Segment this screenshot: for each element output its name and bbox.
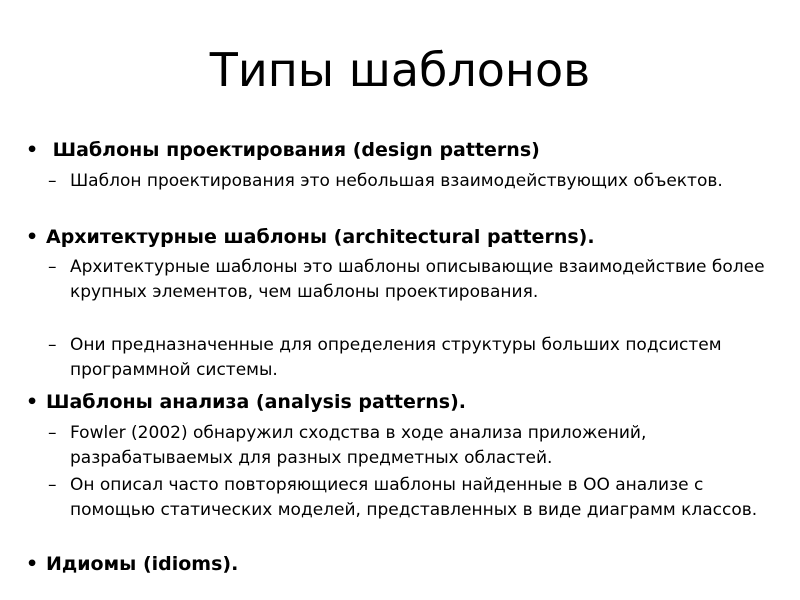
bullet-mark: • (26, 391, 39, 413)
subitem-analysis-patterns-1 (48, 421, 778, 471)
bullet-architectural-patterns (26, 224, 766, 250)
bullet-label: Шаблоны проектирования (design patterns) (46, 139, 540, 161)
subitem-text: Шаблон проектирования это небольшая взаимодействующих объектов. (70, 171, 723, 191)
subitem-text: Они предназначенные для определения структуры больших подсистем программной системы. (70, 335, 722, 380)
bullet-analysis-patterns (26, 389, 766, 415)
subitem-text: Fowler (2002) обнаружил сходства в ходе анализа приложений, разрабатываемых для разных предметных областей. (70, 423, 647, 468)
bullet-idioms (26, 551, 766, 577)
dash-mark: – (48, 475, 57, 495)
bullet-label: Идиомы (idioms). (46, 553, 239, 575)
dash-mark: – (48, 257, 57, 277)
subitem-text: Он описал часто повторяющиеся шаблоны найденные в ОО анализе с помощью статических моделей, представленных в виде диаграмм классов. (70, 475, 758, 520)
slide-title: Типы шаблонов (209, 43, 591, 97)
bullet-mark: • (26, 553, 39, 575)
bullet-mark: • (26, 139, 39, 161)
dash-mark: – (48, 171, 57, 191)
dash-mark: – (48, 335, 57, 355)
bullet-design-patterns (26, 137, 766, 163)
subitem-architectural-patterns-1 (48, 255, 778, 305)
subitem-analysis-patterns-2 (48, 473, 778, 523)
subitem-architectural-patterns-2 (48, 333, 778, 383)
bullet-label: Шаблоны анализа (analysis patterns). (46, 391, 467, 413)
bullet-mark: • (26, 226, 39, 248)
dash-mark: – (48, 423, 57, 443)
subitem-design-patterns-1 (48, 169, 778, 194)
subitem-text: Архитектурные шаблоны это шаблоны описывающие взаимодействие более крупных элементов, чем шаблоны проектирования. (70, 257, 765, 302)
bullet-label: Архитектурные шаблоны (architectural patterns). (46, 226, 595, 248)
